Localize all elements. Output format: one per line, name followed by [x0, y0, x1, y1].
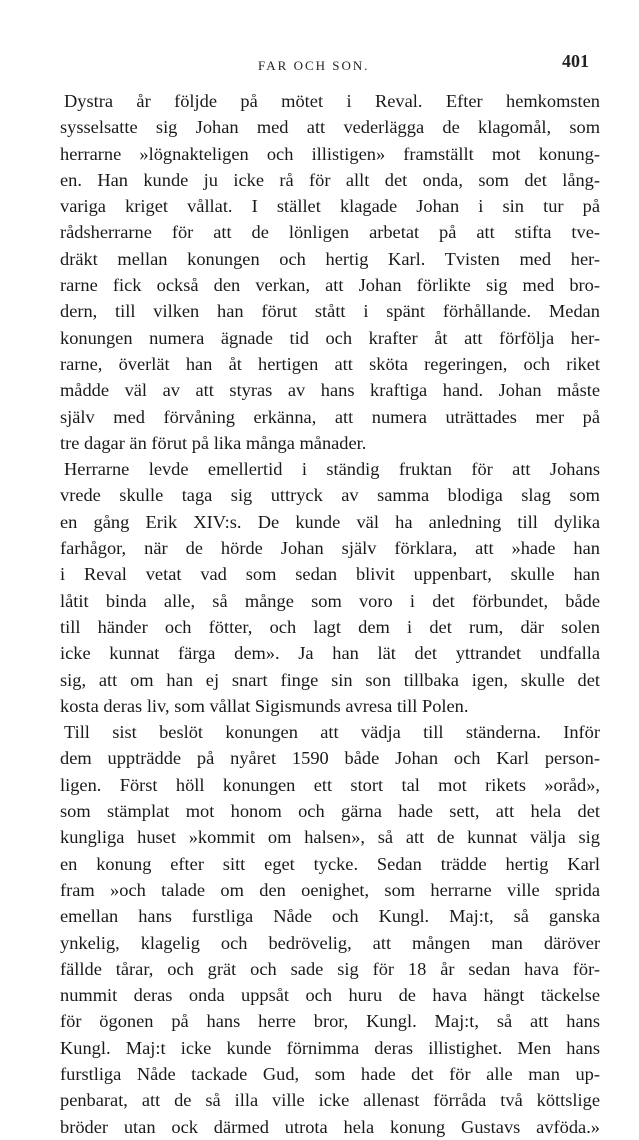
text-line: som stämplat mot honom och gärna hade sett, att hela det [60, 801, 600, 822]
text-line: rådsherrarne för att de lönligen arbetat på att stifta tve- [60, 222, 600, 243]
text-line: ynkelig, klagelig och bedrövelig, att mången man däröver [60, 932, 600, 953]
text-line: emellan hans furstliga Nåde och Kungl. Maj:t, så ganska [60, 906, 600, 927]
text-line: fällde tårar, och grät och sade sig för 18 år sedan hava för- [60, 958, 600, 979]
text-line: variga kriget vållat. I stället klagade Johan i sin tur på [60, 196, 600, 217]
text-line: en. Han kunde ju icke rå för allt det onda, som det lång- [60, 169, 600, 190]
text-line: ligen. Först höll konungen ett stort tal mot rikets »oråd», [60, 774, 600, 795]
text-line: en konung efter sitt eget tycke. Sedan trädde hertig Karl [60, 853, 600, 874]
text-line: kosta deras liv, som vållat Sigismunds avresa till Polen. [60, 695, 469, 716]
text-line: kungliga huset »kommit om halsen», så att de kunnat välja sig [60, 827, 600, 848]
text-line: till händer och fötter, och lagt dem i det rum, där solen [60, 616, 600, 637]
text-line: vrede skulle taga sig uttryck av samma blodiga slag som [60, 485, 600, 506]
text-line: penbarat, att de så illa ville icke allenast förråda två köttslige [60, 1090, 600, 1111]
running-head [0, 0, 639, 80]
text-line: dräkt mellan konungen och hertig Karl. Tvisten med her- [60, 248, 600, 269]
text-line: Till sist beslöt konungen att vädja till ständerna. Inför [64, 722, 600, 743]
text-line: mådde väl av att styras av hans kraftiga hand. Johan måste [60, 380, 600, 401]
text-line: tre dagar än förut på lika många månader. [60, 432, 367, 453]
text-line: Herrarne levde emellertid i ständig fruktan för att Johans [64, 459, 600, 480]
text-line: icke kunnat färga dem». Ja han lät det yttrandet undfalla [60, 643, 600, 664]
text-line: rarne fick också den verkan, att Johan förlikte sig med bro- [60, 275, 600, 296]
page-number: 401 [562, 51, 589, 71]
text-line: en gång Erik XIV:s. De kunde väl ha anledning till dylika [60, 511, 600, 532]
text-line: bröder utan ock därmed utrota hela konung Gustavs avföda.» [60, 1116, 600, 1137]
text-line: i Reval vetat vad som sedan blivit uppenbart, skulle han [60, 564, 600, 585]
text-line: herrarne »lögnakteligen och illistigen» framställt mot konung- [60, 143, 600, 164]
text-line: farhågor, när de hörde Johan själv förklara, att »hade han [60, 538, 600, 559]
text-line: furstliga Nåde tackade Gud, som hade det för alle man up- [60, 1063, 600, 1084]
text-line: dem uppträdde på nyåret 1590 både Johan och Karl person- [60, 748, 600, 769]
text-line: Kungl. Maj:t icke kunde förnimma deras illistighet. Men hans [60, 1037, 600, 1058]
body-text [60, 88, 600, 1140]
text-line: sig, att om han ej snart finge sin son tillbaka igen, skulle det [60, 669, 600, 690]
text-line: rarne, överlät han åt hertigen att sköta regeringen, och riket [60, 353, 600, 374]
text-line: nummit deras onda uppsåt och huru de hava hängt täckelse [60, 985, 600, 1006]
text-line: konungen numera ägnade tid och krafter åt att förfölja her- [60, 327, 600, 348]
text-line: själv med förvåning erkänna, att numera uträttades mer på [60, 406, 600, 427]
text-line: Dystra år följde på mötet i Reval. Efter hemkomsten [64, 91, 600, 111]
running-title: FAR OCH SON. [258, 58, 370, 73]
text-line: fram »och talade om den oenighet, som herrarne ville sprida [60, 879, 600, 900]
text-line: sysselsatte sig Johan med att vederlägga de klagomål, som [60, 117, 600, 138]
text-line: låtit binda alle, så månge som voro i det förbundet, både [60, 590, 600, 611]
text-line: för ögonen på hans herre bror, Kungl. Maj:t, så att hans [60, 1011, 600, 1032]
text-line: dern, till vilken han förut stått i spänt förhållande. Medan [60, 301, 600, 322]
